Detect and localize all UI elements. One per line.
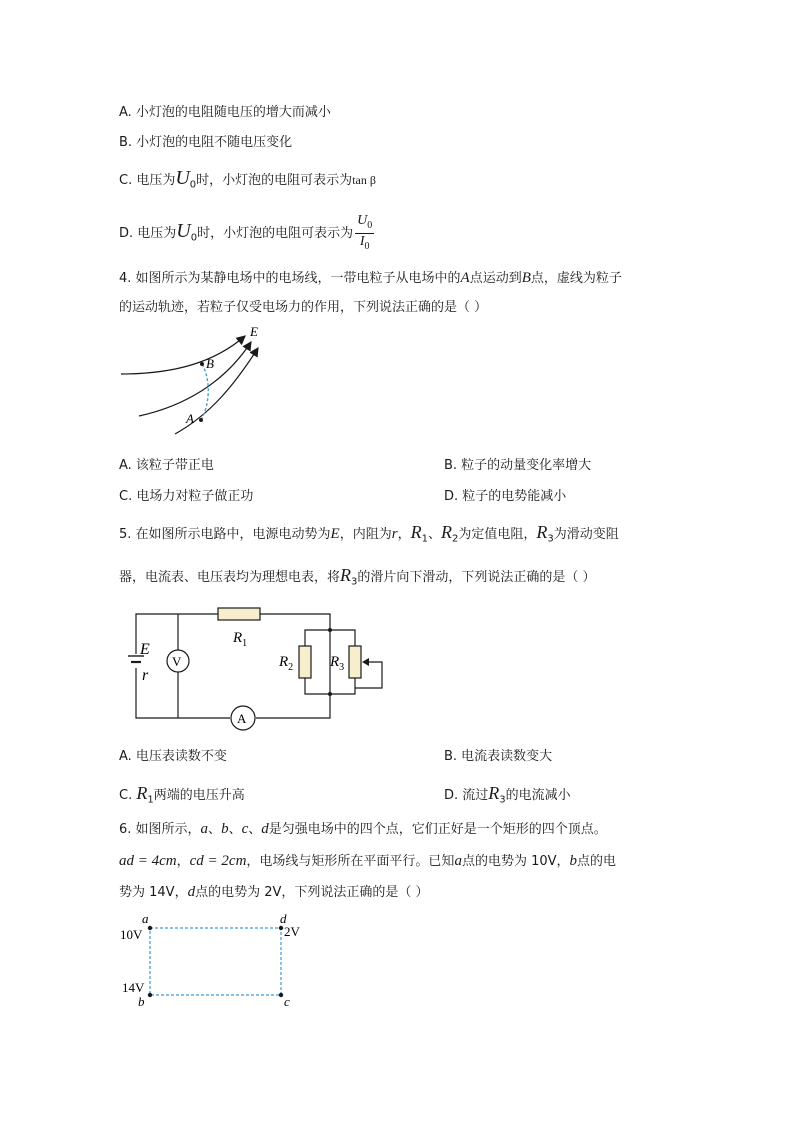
q3-option-d: D. 电压为$U_0$时，小灯泡的电阻可表示为 $\frac{U_0}{I_0}$ [119,213,373,252]
q3-option-b: B. 小灯泡的电阻不随电压变化 [119,135,293,150]
potential-a: 10V [120,927,143,942]
fraction: $\frac{U_0}{I_0}$ [357,213,373,252]
label-b: b [138,994,145,1009]
label-r: r [142,667,149,684]
label-r1: $R_1$ [233,630,248,649]
label-e: E [140,641,150,658]
q5-option-a: A. 电压表读数不变 [119,749,227,764]
point-c [279,993,283,997]
potential-d: 2V [284,924,300,939]
label-e: E [250,324,258,339]
ammeter-label: A [237,711,247,726]
q5-circuit-figure [118,602,398,732]
field-line-1 [121,336,245,374]
q5-option-b: B. 电流表读数变大 [444,749,553,764]
label-b: B [206,356,214,371]
point-a [148,926,152,930]
q4-option-d: D. 粒子的电势能减小 [444,489,567,504]
q6-rectangle-figure [118,910,318,1010]
slider-arrow [362,658,369,666]
resistor-r1 [218,608,260,620]
q4-option-c: C. 电场力对粒子做正功 [119,489,254,504]
q3-option-c: C. 电压为$U_0$时，小灯泡的电阻可表示为tan β [119,167,376,191]
point-a [199,418,203,422]
q5-option-c: C. $R_1$两端的电压升高 [119,783,245,806]
point-b [200,362,204,366]
resistor-r2 [299,646,311,678]
voltmeter-label: V [172,654,182,669]
field-line-2 [139,342,251,416]
q4-stem-line1: 4. 如图所示为某静电场中的电场线，一带电粒子从电场中的A点运动到B点，虚线为粒子 [119,270,622,286]
label-d: d [280,911,287,926]
label-c: c [284,994,290,1009]
dashed-rectangle [150,928,281,995]
label-r2: $R_2$ [279,654,294,673]
resistor-r3 [349,646,361,678]
q5-option-d: D. 流过$R_3$的电流减小 [444,783,571,806]
q4-stem-line2: 的运动轨迹，若粒子仅受电场力的作用，下列说法正确的是（ ） [119,300,488,315]
q4-option-b: B. 粒子的动量变化率增大 [444,458,592,473]
q6-stem-line2: ad = 4cm，cd = 2cm，电场线与矩形所在平面平行。已知a点的电势为 10V，b点的电 [119,853,617,869]
q6-stem-line3: 势为 14V，d点的电势为 2V，下列说法正确的是（ ） [119,884,429,900]
q6-stem-line1: 6. 如图所示，a、b、c、d是匀强电场中的四个点，它们正好是一个矩形的四个顶点。 [119,821,607,837]
q4-field-figure [115,322,275,432]
potential-b: 14V [122,980,145,995]
q4-option-a: A. 该粒子带正电 [119,458,214,473]
point-d [279,926,283,930]
point-b [148,993,152,997]
label-r3: $R_3$ [330,654,345,673]
q5-stem-line1: 5. 在如图所示电路中，电源电动势为E，内阻为r，$R_1$、$R_2$为定值电阻，$R_3$为滑动变阻 [119,522,619,545]
label-a: A [186,411,194,426]
label-a: a [142,911,149,926]
q3-option-a: A. 小灯泡的电阻随电压的增大而减小 [119,105,331,120]
q5-stem-line2: 器，电流表、电压表均为理想电表，将$R_3$的滑片向下滑动，下列说法正确的是（ ） [119,565,596,588]
